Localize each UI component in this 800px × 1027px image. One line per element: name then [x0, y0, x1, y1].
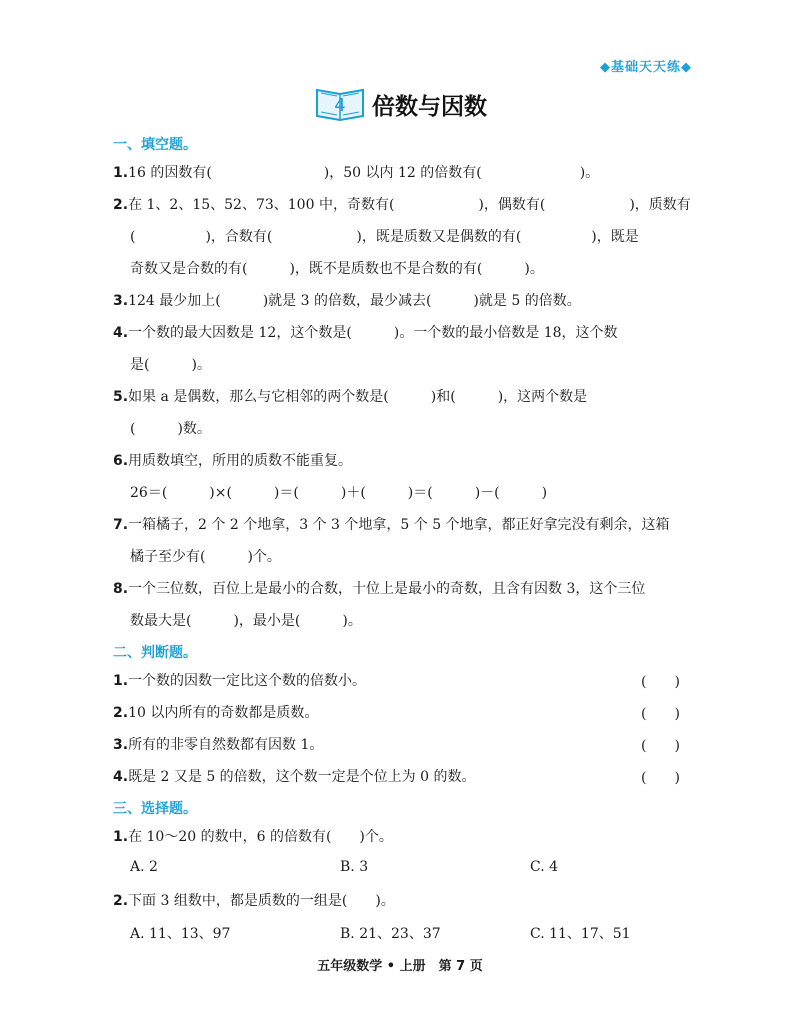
question-text: 一箱橘子，2 个 2 个地拿，3 个 3 个地拿，5 个 5 个地拿，都正好拿完没有剩余，这箱 [128, 517, 670, 533]
answer-parentheses[interactable]: ( ) [641, 738, 680, 754]
choice-option[interactable]: A. 11、13、97 [130, 926, 231, 942]
question-number: 8. [113, 581, 129, 597]
question-text: 16 的因数有( )，50 以内 12 的倍数有( )。 [128, 165, 600, 181]
question-text: 10 以内所有的奇数都是质数。 [128, 705, 319, 721]
section-judge-title: 二、判断题。 [113, 645, 197, 661]
question-text: ( )，合数有( )，既是质数又是偶数的有( )，既是 [130, 229, 639, 245]
fill-line [113, 579, 645, 599]
question-text: 如果 a 是偶数，那么与它相邻的两个数是( )和( )，这两个数是 [128, 389, 588, 405]
section-choice-title: 三、选择题。 [113, 801, 197, 817]
choice-question [113, 891, 395, 911]
judge-item [113, 735, 323, 755]
question-text: 26＝( )×( )＝( )＋( )＝( )－( ) [130, 485, 548, 501]
page-title: 倍数与因数 [372, 94, 487, 120]
question-number: 7. [113, 517, 129, 533]
choice-option[interactable]: A. 2 [130, 859, 158, 875]
page-footer: 五年级数学 • 上册 第 7 页 [317, 959, 483, 974]
question-text: 在 1、2、15、52、73、100 中，奇数有( )，偶数有( )，质数有 [128, 197, 691, 213]
judge-item [113, 671, 366, 691]
fill-line [130, 227, 639, 247]
question-number: 1. [113, 829, 129, 845]
fill-line [113, 195, 691, 215]
judge-item [113, 703, 318, 723]
lesson-header [0, 84, 800, 124]
fill-line [130, 483, 547, 503]
question-number: 3. [113, 737, 129, 753]
answer-parentheses[interactable]: ( ) [641, 770, 680, 786]
question-text: 一个数的因数一定比这个数的倍数小。 [128, 673, 367, 689]
choice-option[interactable]: C. 4 [530, 859, 559, 875]
fill-line [113, 323, 618, 343]
question-number: 1. [113, 165, 129, 181]
question-text: 下面 3 组数中，都是质数的一组是( )。 [128, 893, 395, 909]
judge-item [113, 767, 475, 787]
fill-line [130, 419, 211, 439]
question-number: 2. [113, 705, 129, 721]
question-text: 一个数的最大因数是 12，这个数是( )。一个数的最小倍数是 18，这个数 [128, 325, 618, 341]
fill-line [113, 291, 581, 311]
fill-line [130, 355, 211, 375]
lesson-number: 4 [334, 95, 346, 116]
fill-line [113, 163, 599, 183]
fill-line [113, 515, 670, 535]
question-text: 所有的非零自然数都有因数 1。 [128, 737, 324, 753]
question-text: 是( )。 [130, 357, 211, 373]
answer-parentheses[interactable]: ( ) [641, 706, 680, 722]
question-number: 4. [113, 325, 129, 341]
fill-line [130, 611, 362, 631]
fill-line [113, 451, 352, 471]
answer-parentheses[interactable]: ( ) [641, 674, 680, 690]
fill-line [113, 387, 587, 407]
question-text: 在 10～20 的数中，6 的倍数有( )个。 [128, 829, 393, 845]
fill-line [130, 259, 544, 279]
choice-option[interactable]: B. 3 [340, 859, 369, 875]
question-number: 1. [113, 673, 129, 689]
series-tag: ◆基础天天练◆ [600, 60, 692, 75]
section-fill-title: 一、填空题。 [113, 137, 197, 153]
open-book-icon [313, 84, 367, 122]
question-text: ( )数。 [130, 421, 211, 437]
question-number: 6. [113, 453, 129, 469]
question-text: 奇数又是合数的有( )，既不是质数也不是合数的有( )。 [130, 261, 544, 277]
question-number: 4. [113, 769, 129, 785]
question-text: 橘子至少有( )个。 [130, 549, 281, 565]
choice-option[interactable]: B. 21、23、37 [340, 926, 441, 942]
question-text: 数最大是( )，最小是( )。 [130, 613, 362, 629]
question-number: 3. [113, 293, 129, 309]
question-text: 用质数填空，所用的质数不能重复。 [128, 453, 353, 469]
question-text: 124 最少加上( )就是 3 的倍数，最少减去( )就是 5 的倍数。 [128, 293, 581, 309]
choice-option[interactable]: C. 11、17、51 [530, 926, 631, 942]
question-number: 5. [113, 389, 129, 405]
fill-line [130, 547, 281, 567]
question-number: 2. [113, 893, 129, 909]
question-text: 既是 2 又是 5 的倍数，这个数一定是个位上为 0 的数。 [128, 769, 476, 785]
choice-question [113, 827, 393, 847]
question-number: 2. [113, 197, 129, 213]
question-text: 一个三位数，百位上是最小的合数，十位上是最小的奇数，且含有因数 3，这个三位 [128, 581, 646, 597]
